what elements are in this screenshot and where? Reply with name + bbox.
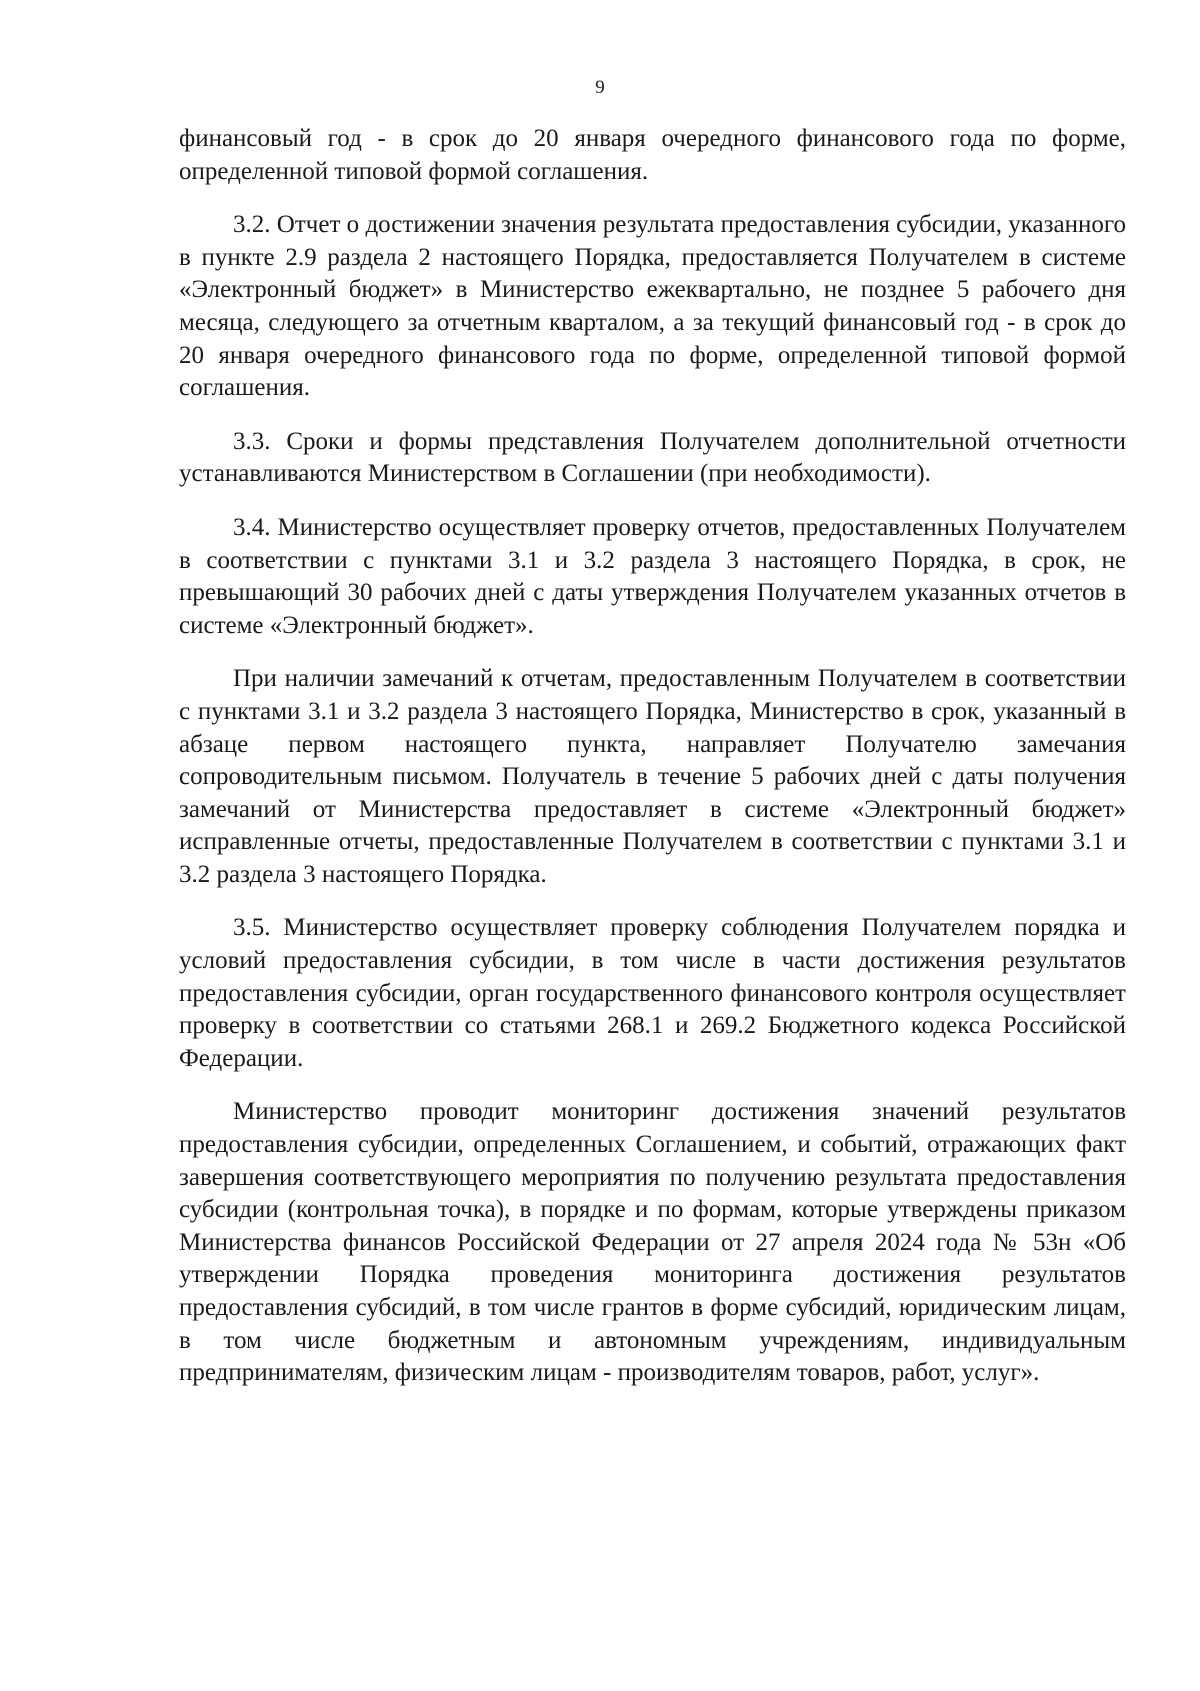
document-body [179, 123, 1126, 1390]
paragraph-3-5-monitoring: Министерство проводит мониторинг достижения значений результатов предоставления субсидии, определенных Соглашением, и событий, отражающих факт завершения соответствующего мероприятия по получению результата предоставления субсидии (контрольная точка), в порядке и по формам, которые утверждены приказом Министерства финансов Российской Федерации от 27 апреля 2024 года № 53н «Об утверждении Порядка проведения мониторинга достижения результатов предоставления субсидий, в том числе грантов в форме субсидий, юридическим лицам, в том числе бюджетным и автономным учреждениям, индивидуальным предпринимателям, физическим лицам - производителям товаров, работ, услуг». [179, 1098, 1126, 1387]
paragraph-continuation: финансовый год - в срок до 20 января очередного финансового года по форме, определенной типовой формой соглашения. [179, 125, 1126, 185]
paragraph-3-5: 3.5. Министерство осуществляет проверку соблюдения Получателем порядка и условий предоставления субсидии, в том числе в части достижения результатов предоставления субсидии, орган государственного финансового контроля осуществляет проверку в соответствии со статьями 268.1 и 269.2 Бюджетного кодекса Российской Федерации. [179, 914, 1126, 1072]
paragraph-3-4-remarks: При наличии замечаний к отчетам, предоставленным Получателем в соответствии с пунктами 3.1 и 3.2 раздела 3 настоящего Порядка, Министерство в срок, указанный в абзаце первом настоящего пункта, направляет Получателю замечания сопроводительным письмом. Получатель в течение 5 рабочих дней с даты получения замечаний от Министерства предоставляет в системе «Электронный бюджет» исправленные отчеты, предоставленные Получателем в соответствии с пунктами 3.1 и 3.2 раздела 3 настоящего Порядка. [179, 665, 1126, 888]
paragraph-3-4: 3.4. Министерство осуществляет проверку отчетов, предоставленных Получателем в соответствии с пунктами 3.1 и 3.2 раздела 3 настоящего Порядка, в срок, не превышающий 30 рабочих дней с даты утверждения Получателем указанных отчетов в системе «Электронный бюджет». [179, 513, 1126, 639]
paragraph-3-3: 3.3. Сроки и формы представления Получателем дополнительной отчетности устанавливаются Министерством в Соглашении (при необходимости). [179, 427, 1126, 488]
paragraph-3-2: 3.2. Отчет о достижении значения результата предоставления субсидии, указанного в пункте 2.9 раздела 2 настоящего Порядка, предоставляется Получателем в системе «Электронный бюджет» в Министерство ежеквартально, не позднее 5 рабочего дня месяца, следующего за отчетным кварталом, а за текущий финансовый год - в срок до 20 января очередного финансового года по форме, определенной типовой формой соглашения. [179, 211, 1126, 402]
page-number: 9 [595, 77, 605, 98]
